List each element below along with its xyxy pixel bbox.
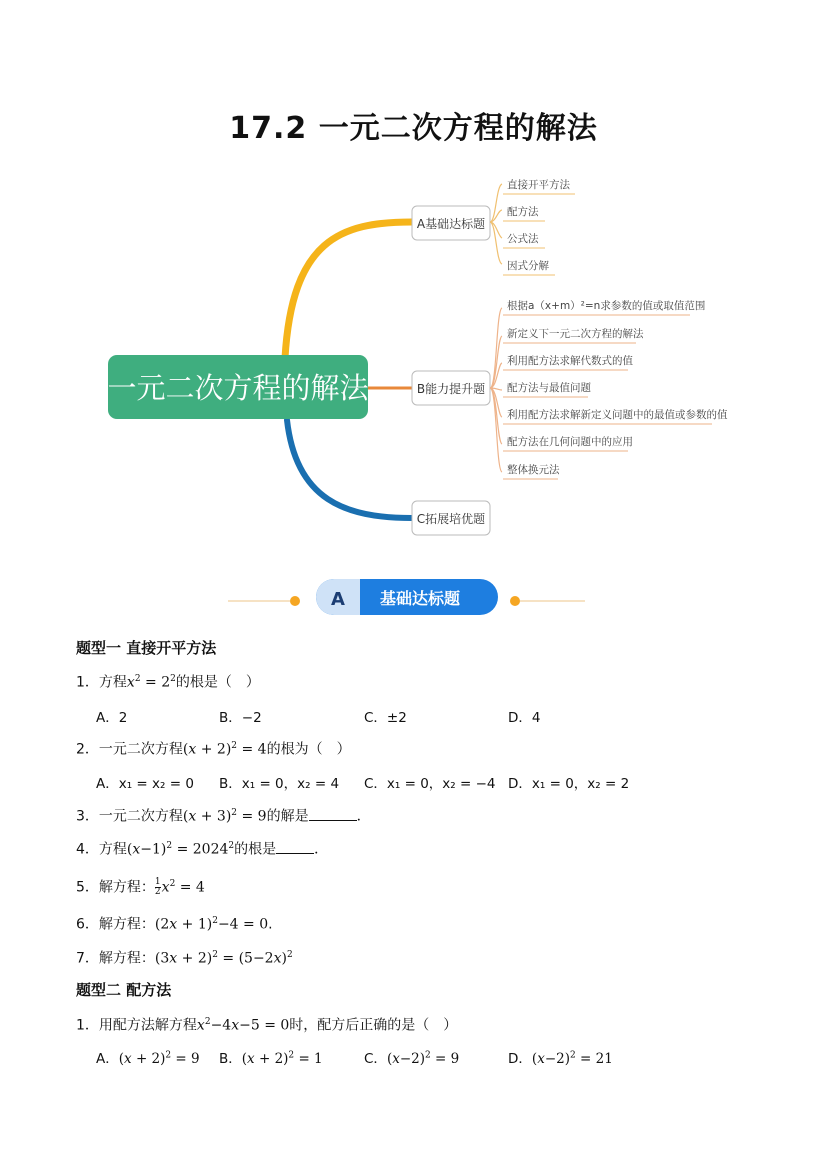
q2-option-c[interactable]: C．x₁ = 0，x₂ = −4 (364, 776, 496, 792)
question-8: 1．用配方法解方程$x^2-4x-5 = 0$时，配方后正确的是（ ） (76, 1017, 458, 1034)
question-4: 4．方程$(x-1)^2 = 2024^2$的根是 ． (76, 837, 328, 859)
q8-option-c[interactable]: C．$(x-2)^2 = 9$ (364, 1050, 460, 1067)
q8-option-a[interactable]: A．$(x + 2)^2 = 9$ (96, 1050, 200, 1067)
mind-map (0, 0, 827, 560)
branch-b-item: 利用配方法求解新定义问题中的最值或参数的值 (507, 409, 728, 421)
q1-option-d[interactable]: D．4 (508, 710, 541, 726)
page-title: 17.2 一元二次方程的解法 (229, 111, 598, 146)
answer-blank[interactable] (309, 806, 357, 821)
branch-b-item: 根据a（x+m）²=n求参数的值或取值范围 (507, 300, 706, 312)
section-badge (0, 575, 827, 619)
branch-b-item: 利用配方法求解代数式的值 (507, 355, 633, 367)
question-5: 5．解方程： $\frac{1}{2}$ $x^2 = 4$ (76, 877, 205, 898)
badge-label: 基础达标题 (379, 589, 461, 608)
q2-option-b[interactable]: B．x₁ = 0，x₂ = 4 (219, 776, 340, 792)
q1-option-b[interactable]: B．−2 (219, 710, 262, 726)
branch-a-item: 配方法 (507, 206, 539, 218)
q2-option-d[interactable]: D．x₁ = 0，x₂ = 2 (508, 776, 630, 792)
branch-a-label: A基础达标题 (416, 217, 486, 231)
question-3: 3．一元二次方程$(x + 3)^2 = 9$的解是 ． (76, 804, 371, 826)
branch-a-item: 直接开平方法 (507, 179, 570, 191)
branch-a-curve (285, 222, 412, 358)
question-7: 7．解方程：$(3x + 2)^2 = (5-2x)^2$ (76, 950, 293, 967)
q1-option-a[interactable]: A．2 (96, 710, 128, 726)
question-6: 6．解方程：$(2x + 1)^2-4 = 0$. (76, 916, 273, 933)
q2-option-a[interactable]: A．x₁ = x₂ = 0 (96, 776, 194, 792)
answer-blank[interactable] (276, 839, 314, 854)
branch-c-curve (287, 420, 412, 518)
q8-option-d[interactable]: D．$(x-2)^2 = 21$ (508, 1050, 613, 1067)
type1-heading: 题型一 直接开平方法 (76, 639, 217, 657)
question-1: 1．方程$x^2 = 2^2$的根是（ ） (76, 674, 260, 691)
question-2: 2．一元二次方程$(x + 2)^2 = 4$的根为（ ） (76, 741, 351, 758)
type2-heading: 题型二 配方法 (76, 981, 172, 999)
branch-a-item: 公式法 (507, 233, 539, 245)
branch-a-item: 因式分解 (507, 260, 549, 272)
q1-option-c[interactable]: C．±2 (364, 710, 407, 726)
branch-c-label: C拓展培优题 (416, 512, 486, 526)
badge-letter: A (331, 589, 345, 610)
branch-b-item: 新定义下一元二次方程的解法 (507, 328, 644, 340)
branch-b-item: 整体换元法 (507, 464, 560, 476)
branch-b-item: 配方法与最值问题 (507, 382, 591, 394)
branch-b-item: 配方法在几何问题中的应用 (507, 436, 633, 448)
q8-option-b[interactable]: B．$(x + 2)^2 = 1$ (219, 1050, 323, 1067)
branch-b-label: B能力提升题 (416, 382, 486, 396)
mind-root-label: 一元二次方程的解法 (107, 371, 369, 405)
